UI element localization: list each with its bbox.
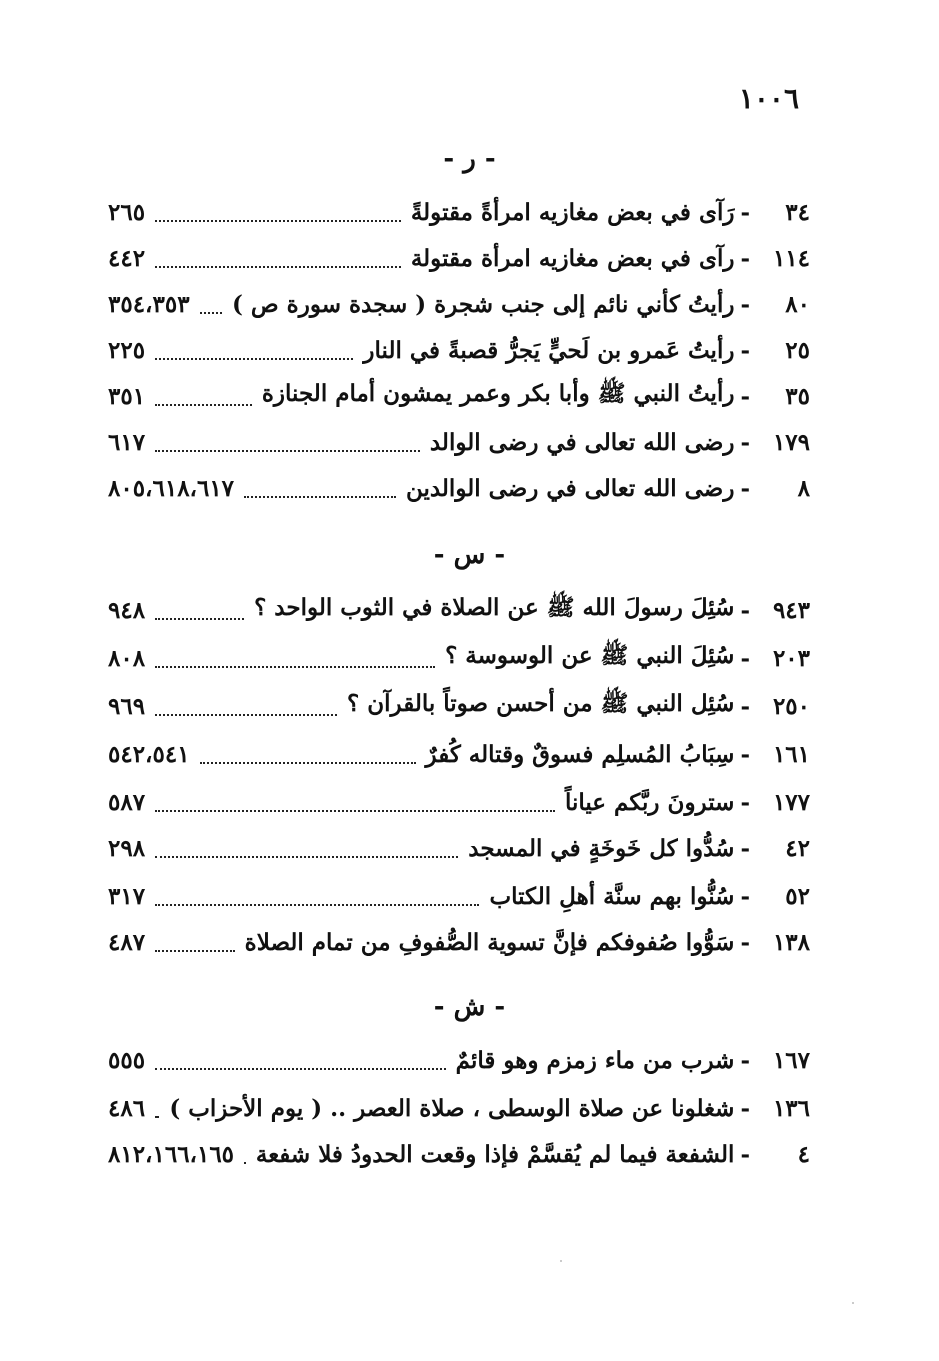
- entry-pages: ٤٤٢: [108, 244, 146, 272]
- leader-dots: [155, 810, 555, 812]
- leader-dots: [155, 666, 435, 668]
- entry-number: ٤٢: [785, 834, 810, 862]
- entry-text: سُنُّوا بهم سنَّة أهلِ الكتاب: [489, 882, 735, 910]
- entry-number: ٢٥: [785, 336, 810, 364]
- index-entry: ٢٠٣ - سُئِلَ النبي ﷺ عن الوسوسة ؟ ٨٠٨: [108, 638, 810, 678]
- entry-number: ٢٥٠: [772, 692, 810, 720]
- entry-text: سُئِلَ النبي ﷺ عن الوسوسة ؟: [445, 642, 735, 669]
- leader-dots: [155, 1068, 446, 1070]
- entry-pages: ٨٠٨: [108, 644, 146, 672]
- index-entry: ١٧٧ - سترونَ ربَّكم عياناً ٥٨٧: [108, 788, 810, 816]
- entry-text: سَوُّوا صُفوفكم فإنَّ تسوية الصُّفوفِ من تمام الصلاة: [244, 928, 735, 956]
- entry-text: رأيتُ عَمرو بن لَحيٍّ يَجرُّ قصبةً في النار: [363, 336, 735, 364]
- leader-dots: [155, 856, 458, 858]
- index-entry: ١٣٨ - سَوُّوا صُفوفكم فإنَّ تسوية الصُّفوفِ من تمام الصلاة ٤٨٧: [108, 928, 810, 956]
- entry-text: شرب من ماء زمزم وهو قائمٌ: [455, 1046, 735, 1074]
- entry-text: رآى في بعض مغازيه امرأة مقتولة: [410, 244, 735, 272]
- index-entry: ٣٥ - رأيتُ النبي ﷺ وأبا بكر وعمر يمشون أمام الجنازة ٣٥١: [108, 376, 810, 416]
- leader-dots: [244, 496, 396, 498]
- entry-number: ٣٥: [785, 382, 810, 410]
- paper-speck: [852, 1302, 854, 1304]
- entry-number: ١٦١: [772, 740, 810, 768]
- index-entry: ٤ - الشفعة فيما لم يُقسَّمْ فإذا وقعت الحدودُ فلا شفعة ٨١٢،١٦٦،١٦٥: [108, 1140, 810, 1168]
- entry-number: ٩٤٣: [772, 596, 810, 624]
- section-heading-sin: - س -: [433, 540, 506, 570]
- entry-pages: ٥٥٥: [108, 1046, 146, 1074]
- entry-text: سِبَابُ المُسلِم فسوقٌ وقتاله كُفرٌ: [425, 740, 735, 768]
- leader-dots: [155, 266, 401, 268]
- leader-dots: [155, 1116, 159, 1118]
- leader-dots: [155, 404, 252, 406]
- leader-dots: [155, 220, 401, 222]
- entry-text: رضى الله تعالى في رضى الوالد: [429, 428, 735, 456]
- leader-dots: [155, 618, 244, 620]
- entry-pages: ٢٢٥: [108, 336, 146, 364]
- entry-number: ٥٢: [785, 882, 810, 910]
- entry-number: ١٧٩: [772, 428, 810, 456]
- section-heading-ra: - ر -: [443, 144, 496, 174]
- entry-number: ٢٠٣: [772, 644, 810, 672]
- leader-dots: [200, 762, 416, 764]
- index-entry: ١١٤ - رآى في بعض مغازيه امرأة مقتولة ٤٤٢: [108, 244, 810, 272]
- leader-dots: [155, 450, 420, 452]
- index-entry: ٨٠ - رأيتُ كأني نائم إلى جنب شجرة ( سجدة سورة ص ) ٣٥٤،٣٥٣: [108, 290, 810, 318]
- entry-text: رَآى في بعض مغازيه امرأةً مقتولةً: [410, 198, 735, 226]
- index-entry: ١٧٩ - رضى الله تعالى في رضى الوالد ٦١٧: [108, 428, 810, 456]
- leader-dots: [155, 358, 353, 360]
- section-heading-shin: - ش -: [433, 992, 506, 1022]
- entry-pages: ٩٦٩: [108, 692, 146, 720]
- entry-pages: ٣١٧: [108, 882, 146, 910]
- entry-text: الشفعة فيما لم يُقسَّمْ فإذا وقعت الحدودُ فلا شفعة: [255, 1140, 735, 1168]
- entry-pages: ٤٨٧: [108, 928, 146, 956]
- entry-pages: ٢٩٨: [108, 834, 146, 862]
- entry-text: سُئِلَ رسولَ الله ﷺ عن الصلاة في الثوب الواحد ؟: [254, 594, 735, 621]
- index-entry: ١٦١ - سِبَابُ المُسلِم فسوقٌ وقتاله كُفرٌ ٥٤٢،٥٤١: [108, 740, 810, 768]
- entry-number: ١٣٦: [772, 1094, 810, 1122]
- entry-pages: ٣٥١: [108, 382, 146, 410]
- entry-text: رأيتُ النبي ﷺ وأبا بكر وعمر يمشون أمام الجنازة: [261, 380, 735, 407]
- leader-dots: [155, 950, 235, 952]
- leader-dots: [200, 312, 222, 314]
- entry-text: رضى الله تعالى في رضى الوالدين: [405, 474, 735, 502]
- entry-text: سُئِل النبي ﷺ من أحسن صوتاً بالقرآن ؟: [347, 690, 735, 717]
- entry-text: سترونَ ربَّكم عياناً: [564, 788, 735, 816]
- index-entry: ٤٢ - سُدُّوا كل خَوخَةٍ في المسجد ٢٩٨: [108, 834, 810, 862]
- index-entry: ١٦٧ - شرب من ماء زمزم وهو قائمٌ ٥٥٥: [108, 1046, 810, 1074]
- entry-number: ٨٠: [785, 290, 810, 318]
- entry-pages: ٦١٧: [108, 428, 146, 456]
- entry-pages: ٩٤٨: [108, 596, 146, 624]
- index-entry: ٨ - رضى الله تعالى في رضى الوالدين ٨٠٥،٦١٨،٦١٧: [108, 474, 810, 502]
- entry-pages: ٤٨٦: [108, 1094, 146, 1122]
- entry-number: ١١٤: [772, 244, 810, 272]
- index-entry: ٩٤٣ - سُئِلَ رسولَ الله ﷺ عن الصلاة في الثوب الواحد ؟ ٩٤٨: [108, 590, 810, 630]
- index-entry: ١٣٦ - شغلونا عن صلاة الوسطى ، صلاة العصر .. ( يوم الأحزاب ) ٤٨٦: [108, 1094, 810, 1122]
- entry-text: رأيتُ كأني نائم إلى جنب شجرة ( سجدة سورة ص ): [231, 290, 735, 318]
- leader-dots: [155, 714, 337, 716]
- entry-number: ١٣٨: [772, 928, 810, 956]
- leader-dots: [155, 904, 479, 906]
- paper-speck: [560, 1260, 562, 1262]
- entry-pages: ٥٨٧: [108, 788, 146, 816]
- entry-pages: ٢٦٥: [108, 198, 146, 226]
- entry-pages: ٣٥٤،٣٥٣: [108, 290, 190, 318]
- entry-number: ١٧٧: [772, 788, 810, 816]
- entry-text: شغلونا عن صلاة الوسطى ، صلاة العصر .. ( يوم الأحزاب ): [169, 1094, 735, 1122]
- entry-pages: ٨١٢،١٦٦،١٦٥: [108, 1140, 235, 1168]
- entry-number: ٣٤: [785, 198, 810, 226]
- entry-pages: ٥٤٢،٥٤١: [108, 740, 190, 768]
- entry-number: ٨: [797, 474, 810, 502]
- entry-number: ٤: [797, 1140, 810, 1168]
- index-entry: ٢٥٠ - سُئِل النبي ﷺ من أحسن صوتاً بالقرآن ؟ ٩٦٩: [108, 686, 810, 726]
- index-entry: ٣٤ - رَآى في بعض مغازيه امرأةً مقتولةً ٢٦٥: [108, 198, 810, 226]
- index-entry: ٢٥ - رأيتُ عَمرو بن لَحيٍّ يَجرُّ قصبةً في النار ٢٢٥: [108, 336, 810, 364]
- entry-pages: ٨٠٥،٦١٨،٦١٧: [108, 474, 235, 502]
- entry-number: ١٦٧: [772, 1046, 810, 1074]
- index-entry: ٥٢ - سُنُّوا بهم سنَّة أهلِ الكتاب ٣١٧: [108, 882, 810, 910]
- page-number: ١٠٠٦: [738, 82, 799, 115]
- leader-dots: [244, 1162, 246, 1164]
- entry-text: سُدُّوا كل خَوخَةٍ في المسجد: [468, 834, 735, 862]
